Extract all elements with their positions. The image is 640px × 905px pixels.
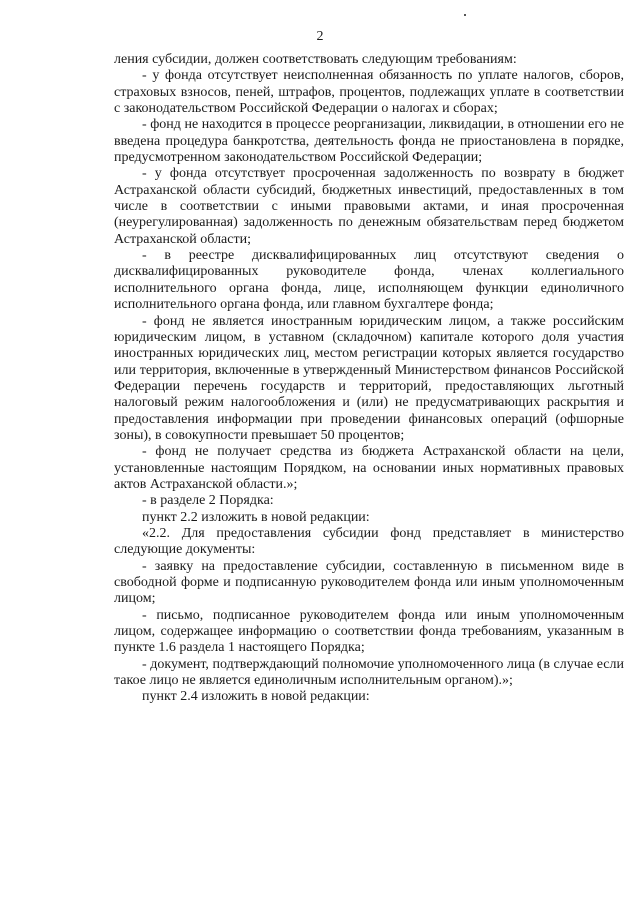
paragraph: - в реестре дисквалифицированных лиц отсутствуют сведения о дисквалифицированных руководителе фонда, членах коллегиального исполнительного органа фонда, лице, исполняющем функции единоличного исполнительного органа фонда, или главном бухгалтере фонда;	[114, 248, 624, 313]
paragraph: - фонд не является иностранным юридическим лицом, а также российским юридическим лицом, в уставном (складочном) капитале которого доля участия иностранных юридических лиц, местом регистрации которых является государство или территория, включенные в утвержденный Министерством финансов Российской Федерации перечень государств и территорий, предоставляющих льготный налоговый режим налогообложения и (или) не предусматривающих раскрытия и предоставления информации при проведении финансовых операций (офшорные зоны), в совокупности превышает 50 процентов;	[114, 313, 624, 443]
scan-speck	[464, 14, 466, 16]
paragraph: - фонд не получает средства из бюджета Астраханской области на цели, установленные настоящим Порядком, на основании иных нормативных правовых актов Астраханской области.»;	[114, 444, 624, 492]
paragraph: - заявку на предоставление субсидии, составленную в письменном виде в свободной форме и подписанную руководителем фонда или иным уполномоченным лицом;	[114, 558, 624, 607]
paragraph: пункт 2.4 изложить в новой редакции:	[142, 689, 370, 705]
paragraph: пункт 2.2 изложить в новой редакции:	[142, 509, 370, 525]
paragraph: - у фонда отсутствует просроченная задолженность по возврату в бюджет Астраханской области субсидий, бюджетных инвестиций, предоставленных в том числе в соответствии с иными правовыми актами, и иная просроченная (неурегулированная) задолженность по денежным обязательствам перед бюджетом Астраханской области;	[114, 166, 624, 247]
paragraph: «2.2. Для предоставления субсидии фонд представляет в министерство следующие документы:	[114, 525, 624, 558]
paragraph: - в разделе 2 Порядка:	[142, 493, 274, 509]
paragraph: - письмо, подписанное руководителем фонда или иным уполномоченным лицом, содержащее информацию о соответствии фонда требованиям, указанным в пункте 1.6 раздела 1 настоящего Порядка;	[114, 607, 624, 656]
document-body	[114, 52, 624, 706]
page-number: 2	[316, 29, 324, 44]
paragraph: - фонд не находится в процессе реорганизации, ликвидации, в отношении его не введена процедура банкротства, деятельность фонда не приостановлена в порядке, предусмотренном законодательством Российской Федерации;	[114, 117, 624, 166]
paragraph: - документ, подтверждающий полномочие уполномоченного лица (в случае если такое лицо не является единоличным исполнительным органом).»;	[114, 656, 624, 689]
paragraph: - у фонда отсутствует неисполненная обязанность по уплате налогов, сборов, страховых взносов, пеней, штрафов, процентов, подлежащих уплате в соответствии с законодательством Российской Федерации о налогах и сборах;	[114, 68, 624, 117]
paragraph: ления субсидии, должен соответствовать следующим требованиям:	[114, 52, 517, 67]
